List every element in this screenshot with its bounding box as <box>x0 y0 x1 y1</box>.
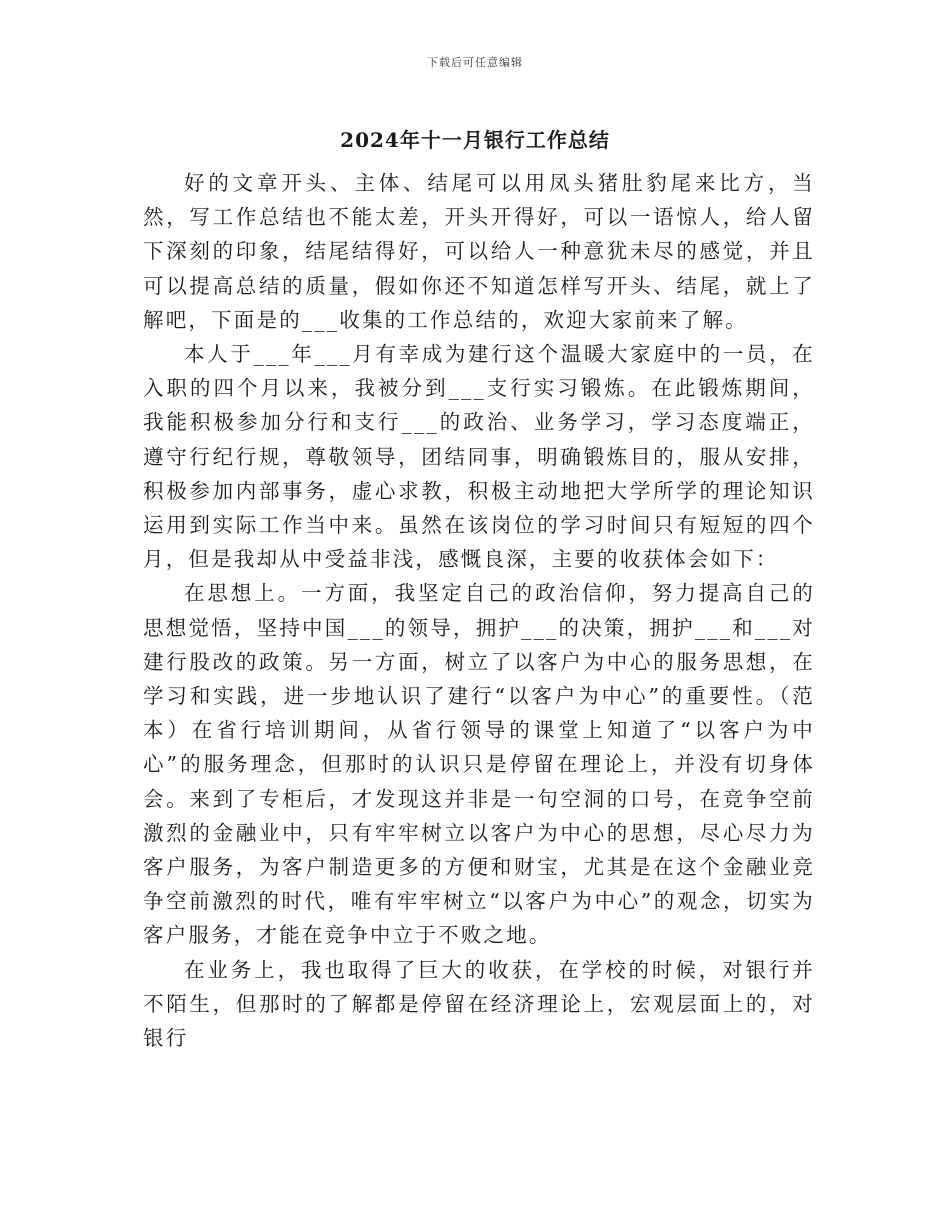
document-body <box>143 166 815 1055</box>
paragraph-background: 本人于___年___月有幸成为建行这个温暖大家庭中的一员，在入职的四个月以来，我被分到___支行实习锻炼。在此锻炼期间，我能积极参加分行和支行___的政治、业务学习，学习态度端正，遵守行纪行规，尊敬领导，团结同事，明确锻炼目的，服从安排，积极参加内部事务，虚心求教，积极主动地把大学所学的理论知识运用到实际工作当中来。虽然在该岗位的学习时间只有短短的四个月，但是我却从中受益非浅，感慨良深，主要的收获体会如下： <box>143 342 815 572</box>
document-title: 2024年十一月银行工作总结 <box>340 128 610 152</box>
paragraph-intro: 好的文章开头、主体、结尾可以用凤头猪肚豹尾来比方，当然，写工作总结也不能太差，开头开得好，可以一语惊人，给人留下深刻的印象，结尾结得好，可以给人一种意犹未尽的感觉，并且可以提高总结的质量，假如你还不知道怎样写开头、结尾，就上了解吧，下面是的___收集的工作总结的，欢迎大家前来了解。 <box>143 171 815 332</box>
header-note: 下载后可任意编辑 <box>427 56 523 69</box>
paragraph-business: 在业务上，我也取得了巨大的收获，在学校的时候，对银行并不陌生，但那时的了解都是停留在经济理论上，宏观层面上的，对银行 <box>143 957 815 1051</box>
paragraph-ideology: 在思想上。一方面，我坚定自己的政治信仰，努力提高自己的思想觉悟，坚持中国___的领导，拥护___的决策，拥护___和___对建行股改的政策。另一方面，树立了以客户为中心的服务思想，在学习和实践，进一步地认识了建行“以客户为中心”的重要性。（范本）在省行培训期间，从省行领导的课堂上知道了“以客户为中心”的服务理念，但那时的认识只是停留在理论上，并没有切身体会。来到了专柜后，才发现这并非是一句空洞的口号，在竞争空前激烈的金融业中，只有牢牢树立以客户为中心的思想，尽心尽力为客户服务，为客户制造更多的方便和财宝，尤其是在这个金融业竞争空前激烈的时代，唯有牢牢树立“以客户为中心”的观念，切实为客户服务，才能在竞争中立于不败之地。 <box>143 581 815 948</box>
